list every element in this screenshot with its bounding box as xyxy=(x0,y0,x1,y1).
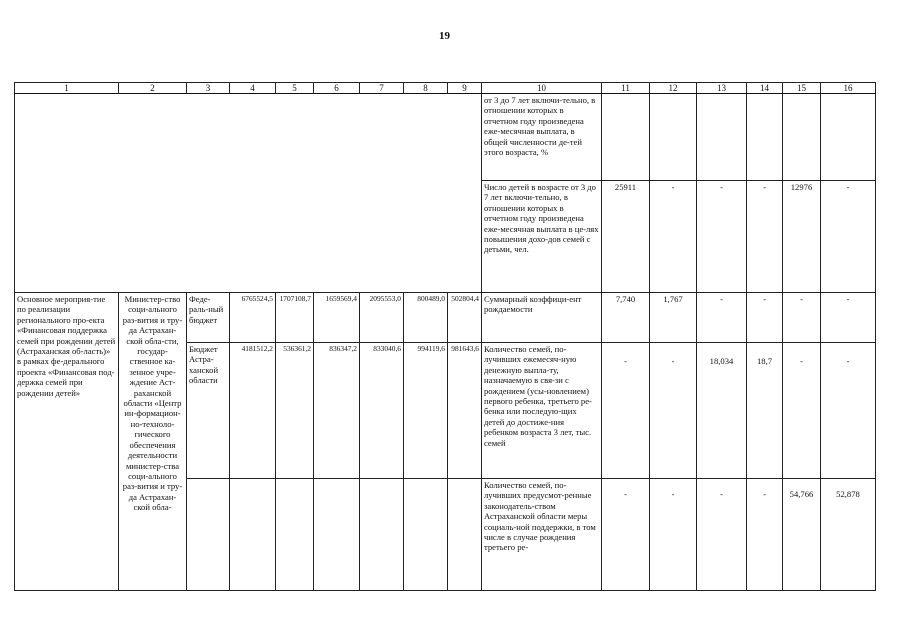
value-cell: 18,7 xyxy=(747,343,783,479)
executor-cell: Министер-ство соци-ального раз-вития и тру-да Астрахан-ской обла-сти, государ-ственное ка-зенное учре-ждение Аст-раханской области «Центр ин-формацион-но-техноло-гического обеспечения деятельности министер-ства соци-ального раз-вития и тру-да Астрахан-ской обла- xyxy=(119,293,187,591)
funding-source-cell: Феде-раль-ный бюджет xyxy=(187,293,230,343)
indicator-cell: Количество семей, по-лучивших предусмот-ренные законодатель-ством Астраханской области меры социаль-ной поддержки, в том числе в случае рождения третьего ре- xyxy=(482,479,602,591)
value-cell: - xyxy=(697,479,747,591)
funding-source-cell: Бюджет Астра-ханской области xyxy=(187,343,230,479)
value-cell: - xyxy=(747,181,783,293)
col-header-4: 4 xyxy=(230,83,276,94)
col-header-10: 10 xyxy=(482,83,602,94)
value-cell: 18,034 xyxy=(697,343,747,479)
column-number-row xyxy=(15,83,876,94)
value-cell: 54,766 xyxy=(783,479,821,591)
value-cell xyxy=(448,479,482,591)
value-cell: 7,740 xyxy=(602,293,650,343)
value-cell xyxy=(314,479,360,591)
col-header-14: 14 xyxy=(747,83,783,94)
value-cell: - xyxy=(650,479,697,591)
page-number: 19 xyxy=(439,30,450,42)
col-header-16: 16 xyxy=(821,83,876,94)
col-header-9: 9 xyxy=(448,83,482,94)
value-cell xyxy=(650,94,697,181)
value-cell xyxy=(404,479,448,591)
value-cell xyxy=(747,94,783,181)
indicator-cell: Количество семей, по-лучивших ежемесяч-ную денежную выпла-ту, назначаемую в свя-зи с рождением (усы-новлением) первого ребенка, третьего ре-бенка или последую-щих детей до достиже-ния ребенком возраста 3 лет, тыс. семей xyxy=(482,343,602,479)
table-row xyxy=(15,293,876,343)
event-cell: Основное мероприя-тие по реализации регионального про-екта «Финансовая поддержка семей при рождении детей (Астраханская об-ласть)» в рамках фе-дерального проекта «Финансовая под-держка семей при рождении детей» xyxy=(15,293,119,591)
col-header-8: 8 xyxy=(404,83,448,94)
value-cell xyxy=(783,94,821,181)
value-cell xyxy=(230,479,276,591)
value-cell: 12976 xyxy=(783,181,821,293)
funding-source-cell xyxy=(187,479,230,591)
value-cell: - xyxy=(747,293,783,343)
value-cell: 1659569,4 xyxy=(314,293,360,343)
col-header-12: 12 xyxy=(650,83,697,94)
value-cell: - xyxy=(783,343,821,479)
value-cell: - xyxy=(747,479,783,591)
value-cell: - xyxy=(697,293,747,343)
value-cell: - xyxy=(821,343,876,479)
value-cell: 25911 xyxy=(602,181,650,293)
indicator-cell: Суммарный коэффици-ент рождаемости xyxy=(482,293,602,343)
empty-span-cell xyxy=(15,181,482,293)
value-cell: 800489,0 xyxy=(404,293,448,343)
table-row xyxy=(15,94,876,181)
value-cell: - xyxy=(821,293,876,343)
value-cell xyxy=(360,479,404,591)
col-header-11: 11 xyxy=(602,83,650,94)
value-cell: - xyxy=(783,293,821,343)
value-cell: - xyxy=(602,479,650,591)
value-cell xyxy=(697,94,747,181)
empty-span-cell xyxy=(15,94,482,181)
value-cell: 52,878 xyxy=(821,479,876,591)
value-cell: 1,767 xyxy=(650,293,697,343)
indicator-cell: от 3 до 7 лет включи-тельно, в отношении которых в отчетном году произведена еже-месячная выплата, в общей численности де-тей этого возраста, % xyxy=(482,94,602,181)
value-cell: 2095553,0 xyxy=(360,293,404,343)
value-cell: - xyxy=(650,343,697,479)
value-cell xyxy=(276,479,314,591)
col-header-5: 5 xyxy=(276,83,314,94)
value-cell: 536361,2 xyxy=(276,343,314,479)
value-cell: 1707108,7 xyxy=(276,293,314,343)
value-cell: 6765524,5 xyxy=(230,293,276,343)
value-cell: 981643,6 xyxy=(448,343,482,479)
value-cell xyxy=(602,94,650,181)
col-header-15: 15 xyxy=(783,83,821,94)
value-cell: - xyxy=(602,343,650,479)
value-cell: 502804,4 xyxy=(448,293,482,343)
indicator-cell: Число детей в возрасте от 3 до 7 лет включи-тельно, в отношении которых в отчетном году произведена еже-месячная выплата в це-лях повышения дохо-дов семей с детьми, чел. xyxy=(482,181,602,293)
value-cell: - xyxy=(821,181,876,293)
program-table xyxy=(14,82,876,591)
value-cell: 836347,2 xyxy=(314,343,360,479)
value-cell: 4181512,2 xyxy=(230,343,276,479)
col-header-1: 1 xyxy=(15,83,119,94)
col-header-7: 7 xyxy=(360,83,404,94)
value-cell: 994119,6 xyxy=(404,343,448,479)
col-header-6: 6 xyxy=(314,83,360,94)
value-cell: - xyxy=(650,181,697,293)
value-cell xyxy=(821,94,876,181)
col-header-3: 3 xyxy=(187,83,230,94)
col-header-13: 13 xyxy=(697,83,747,94)
value-cell: - xyxy=(697,181,747,293)
value-cell: 833040,6 xyxy=(360,343,404,479)
col-header-2: 2 xyxy=(119,83,187,94)
table-row xyxy=(15,181,876,293)
